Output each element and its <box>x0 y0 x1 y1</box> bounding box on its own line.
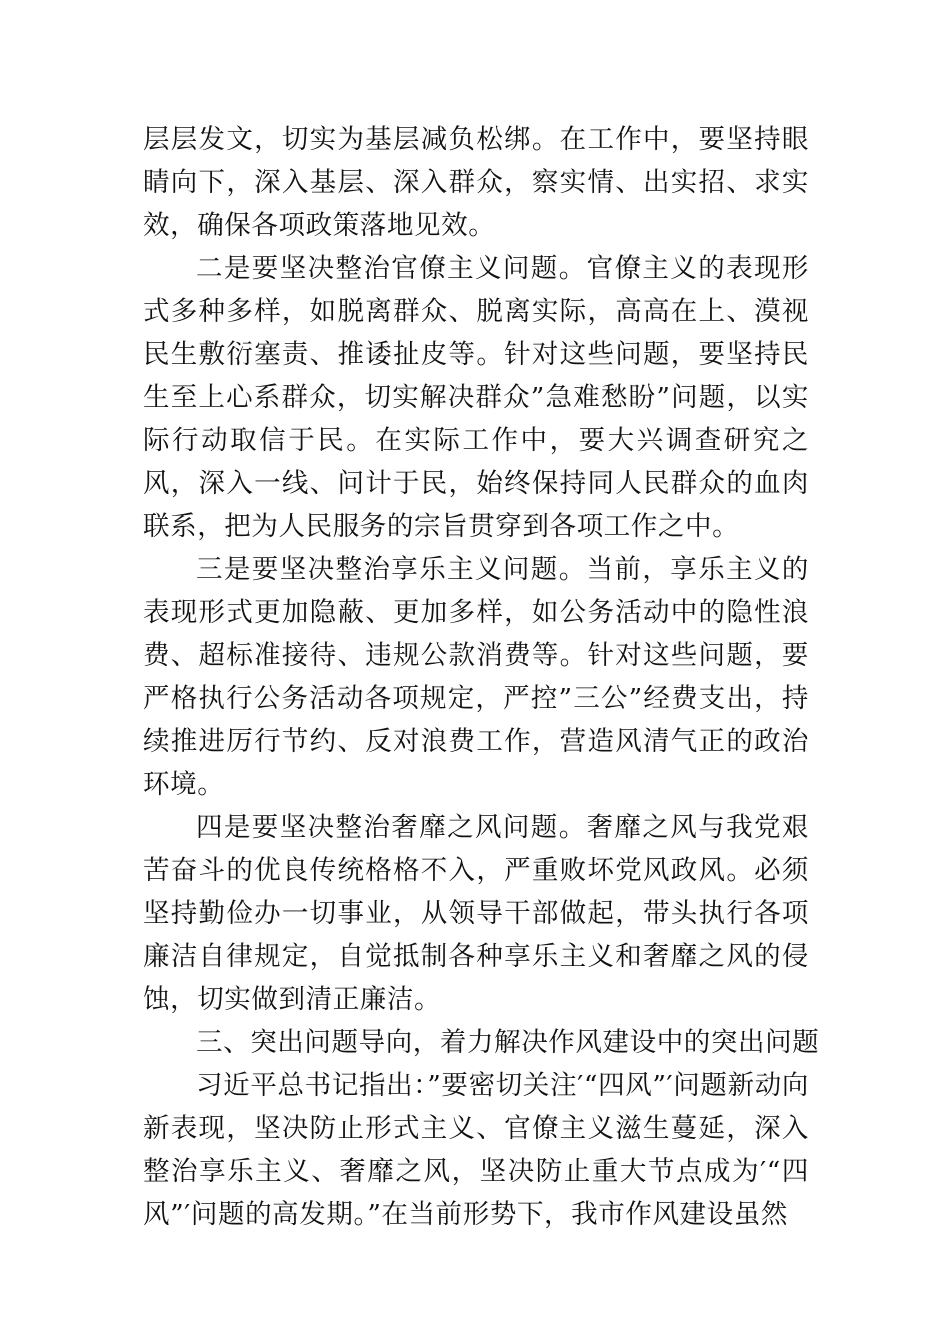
paragraph-quote: 习近平总书记指出：”要密切关注′“四风”′问题新动向新表现，坚决防止形式主义、官僚主义滋生蔓延，深入整治享乐主义、奢靡之风，坚决防止重大节点成为′“四风”′问题的高发期。”在当前形势下，我市作风建设虽然 <box>143 1070 809 1230</box>
paragraph-bureaucratism: 二是要坚决整治官僚主义问题。官僚主义的表现形式多种多样，如脱离群众、脱离实际，高高在上、漠视民生敷衍塞责、推诿扯皮等。针对这些问题，要坚持民生至上心系群众，切实解决群众”急难愁盼”问题，以实际行动取信于民。在实际工作中，要大兴调查研究之风，深入一线、问计于民，始终保持同人民群众的血肉联系，把为人民服务的宗旨贯穿到各项工作之中。 <box>143 253 809 542</box>
document-page <box>143 118 820 1236</box>
paragraph-hedonism: 三是要坚决整治享乐主义问题。当前，享乐主义的表现形式更加隐蔽、更加多样，如公务活动中的隐性浪费、超标准接待、违规公款消费等。针对这些问题，要严格执行公务活动各项规定，严控”三公”经费支出，持续推进厉行节约、反对浪费工作，营造风清气正的政治环境。 <box>143 554 809 800</box>
section-heading: 三、突出问题导向，着力解决作风建设中的突出问题 <box>196 1027 820 1058</box>
paragraph-continuation: 层层发文，切实为基层减负松绑。在工作中，要坚持眼睛向下，深入基层、深入群众，察实情、出实招、求实效，确保各项政策落地见效。 <box>143 124 809 241</box>
paragraph-extravagance: 四是要坚决整治奢靡之风问题。奢靡之风与我党艰苦奋斗的优良传统格格不入，严重败坏党风政风。必须坚持勤俭办一切事业，从领导干部做起，带头执行各项廉洁自律规定，自觉抵制各种享乐主义和奢靡之风的侵蚀，切实做到清正廉洁。 <box>143 812 809 1015</box>
